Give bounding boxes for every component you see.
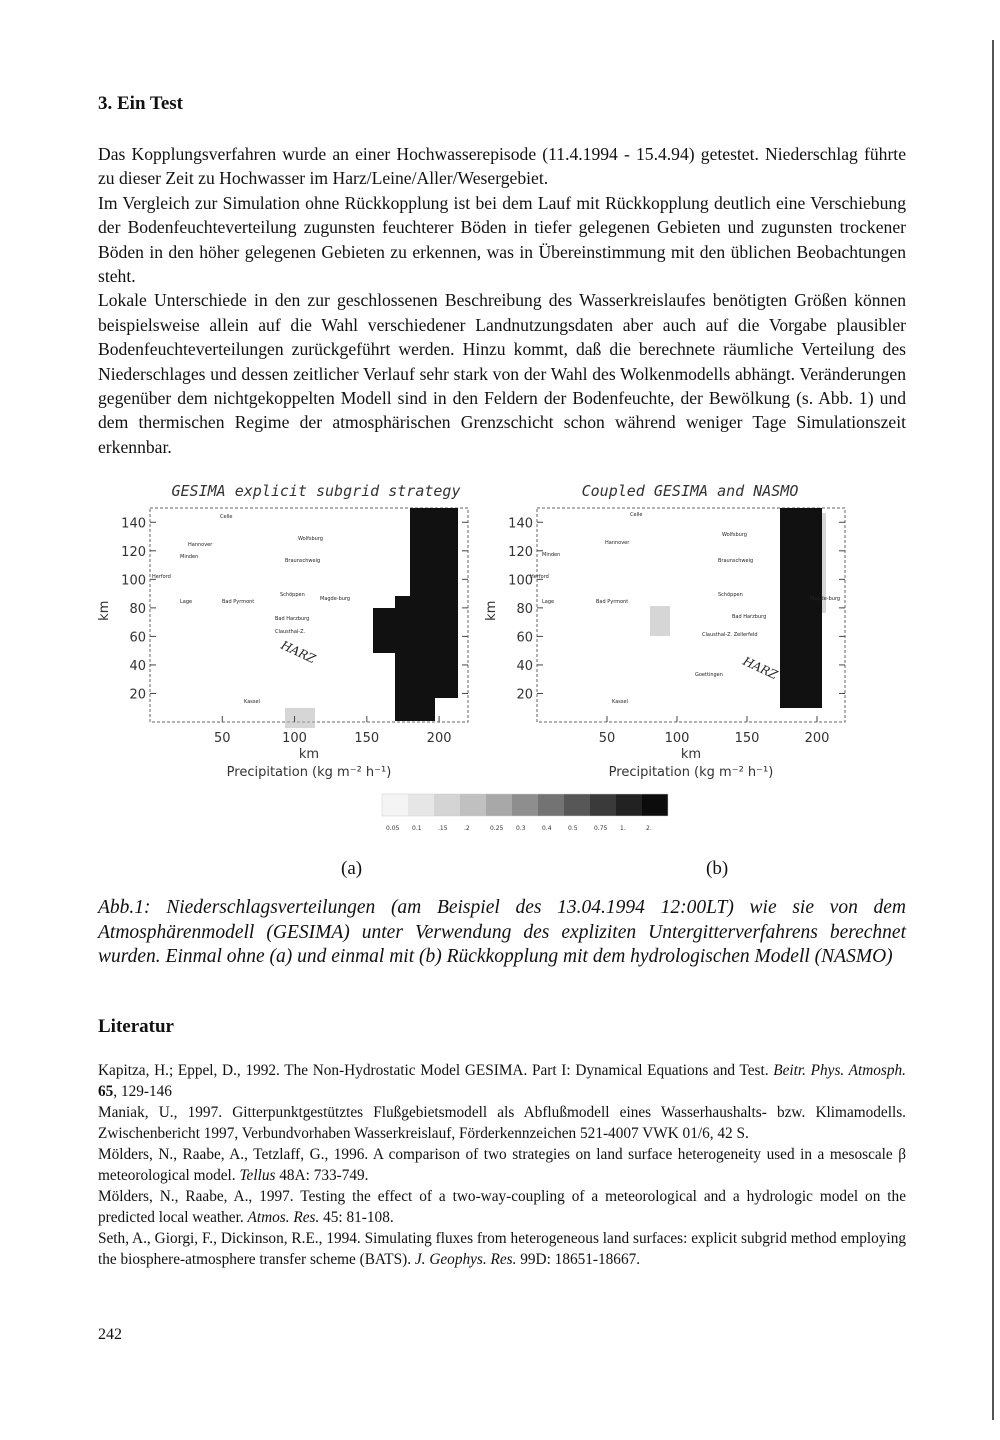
y-tick-label: 20	[129, 687, 146, 703]
y-tick-label: 100	[121, 573, 146, 589]
figure-caption: Abb.1: Niederschlagsverteilungen (am Beispiel des 13.04.1994 12:00LT) wie sie von dem Atmosphärenmodell (GESIMA) unter Verwendung des expliziten Untergitterverfahrens berechnet wurden. Einmal ohne (a) und einmal mit (b) Rückkopplung mit dem hydrologischen Modell (NASMO)	[98, 897, 906, 967]
place-label: Clausthal-Z. Zellerfeld	[702, 632, 758, 638]
colorbar-label: 0.1	[412, 825, 422, 832]
scan-edge	[992, 40, 994, 1420]
precipitation-colorbar	[380, 790, 690, 840]
y-tick-label: 80	[516, 601, 533, 617]
place-label: Herford	[152, 574, 171, 580]
y-tick-label: 80	[129, 601, 146, 617]
place-label: Bad Harzburg	[732, 614, 767, 620]
colorbar-label: 1.	[620, 825, 626, 832]
place-label: Wolfsburg	[722, 532, 747, 538]
precip-area-heavy	[780, 508, 822, 708]
colorbar-label: 0.3	[516, 825, 526, 832]
precip-area-heavy	[373, 608, 413, 653]
x-axis-label: Precipitation (kg m⁻² h⁻¹)	[608, 765, 774, 780]
y-tick-label: 120	[121, 544, 146, 560]
colorbar-label: 0.4	[542, 825, 552, 832]
x-tick-label: 200	[426, 731, 452, 746]
place-label: Clausthal-Z.	[275, 629, 306, 635]
place-label: Hannover	[605, 540, 630, 546]
page-number: 242	[98, 1326, 122, 1343]
place-label: Braunschweig	[285, 558, 321, 564]
colorbar-swatch	[434, 794, 460, 816]
y-tick-label: 40	[129, 658, 146, 674]
body-text	[98, 142, 906, 459]
paragraph-3: Lokale Unterschiede in den zur geschlossenen Beschreibung des Wasserkreislaufes benötigten Größen können beispielsweise allein auf die Wahl verschiedener Landnutzungsdaten aber auch auf die Vorgabe plausibler Bodenfeuchteverteilungen zurückgeführt werden. Hinzu kommt, daß die berechnete räumliche Verteilung des Niederschlages und dessen zeitlicher Verlauf sehr stark von der Wahl des Wolkenmodells abhängt. Veränderungen gegenüber dem nichtgekoppelten Modell sind in den Feldern der Bodenfeuchte, der Bewölkung (s. Abb. 1) und dem thermischen Regime der atmosphärischen Grenzschicht schon während weniger Tage Simulationszeit erkennbar.	[98, 290, 906, 457]
x-axis-unit: km	[680, 747, 702, 762]
y-tick-label: 140	[508, 516, 533, 532]
section-title: 3. Ein Test	[98, 93, 184, 114]
reference-item: Mölders, N., Raabe, A., Tetzlaff, G., 1996. A comparison of two strategies on land surface heterogeneity used in a mesoscale β meteorological model. Tellus 48A: 733-749.	[98, 1146, 906, 1184]
y-tick-label: 140	[121, 516, 146, 532]
x-tick-label: 200	[804, 731, 830, 746]
paragraph-2: Im Vergleich zur Simulation ohne Rückkopplung ist bei dem Lauf mit Rückkopplung deutlich eine Verschiebung der Bodenfeuchteverteilung zugunsten feuchterer Böden in tiefer gelegenen Gebieten und zugunsten trockener Böden in den höher gelegenen Gebieten zu erkennen, was in Übereinstimmung mit den üblichen Beobachtungen steht.	[98, 192, 906, 287]
colorbar-label: .2	[464, 825, 470, 832]
y-tick-label: 40	[516, 658, 533, 674]
precip-area-light	[285, 708, 315, 728]
paragraph-1: Das Kopplungsverfahren wurde an einer Hochwasserepisode (11.4.1994 - 15.4.94) getestet. Niederschlag führte zu dieser Zeit zu Hochwasser im Harz/Leine/Aller/Wesergebiet.	[98, 144, 906, 189]
place-label: Herford	[530, 574, 549, 580]
place-label: HARZ	[740, 654, 780, 683]
figure-a-title: GESIMA explicit subgrid strategy	[171, 482, 461, 500]
place-label: Magde-burg	[810, 596, 841, 602]
place-label: Schöppen	[718, 592, 743, 598]
place-label: Minden	[542, 552, 561, 558]
y-tick-label: 60	[516, 630, 533, 646]
colorbar-swatch	[642, 794, 668, 816]
figure-b-label: (b)	[706, 858, 729, 879]
y-axis-label: km	[484, 600, 499, 621]
place-label: Bad Pyrmont	[222, 599, 255, 605]
reference-item: Mölders, N., Raabe, A., 1997. Testing the effect of a two-way-coupling of a meteorological and a hydrologic model on the predicted local weather. Atmos. Res. 45: 81-108.	[98, 1188, 906, 1226]
colorbar-label: 2.	[646, 825, 652, 832]
colorbar-label: 0.25	[490, 825, 504, 832]
place-label: Lage	[542, 599, 555, 605]
place-label: Braunschweig	[718, 558, 754, 564]
x-tick-label: 50	[213, 731, 231, 746]
reference-item: Kapitza, H.; Eppel, D., 1992. The Non-Hydrostatic Model GESIMA. Part I: Dynamical Equations and Test. Beitr. Phys. Atmosph. 65, 129-146	[98, 1062, 906, 1100]
place-label: Magde-burg	[320, 596, 351, 602]
place-label: Goettingen	[695, 672, 723, 678]
place-label: Minden	[180, 554, 199, 560]
x-tick-label: 100	[282, 731, 307, 746]
x-axis-unit: km	[298, 747, 320, 762]
colorbar-label: 0.75	[594, 825, 608, 832]
colorbar-label: 0.05	[386, 825, 400, 832]
place-label: HARZ	[278, 638, 318, 667]
y-tick-label: 20	[516, 687, 533, 703]
x-tick-label: 150	[734, 731, 760, 746]
figure-b-title: Coupled GESIMA and NASMO	[581, 482, 799, 500]
place-label: Schöppen	[280, 592, 305, 598]
colorbar-swatch	[538, 794, 564, 816]
figure-b-precipitation-map	[480, 478, 900, 788]
y-axis-label: km	[97, 600, 112, 621]
place-label: Kassel	[612, 699, 628, 705]
place-label: Wolfsburg	[298, 536, 323, 542]
place-label: Bad Harzburg	[275, 616, 310, 622]
colorbar-swatch	[382, 794, 408, 816]
colorbar-label: .15	[438, 825, 448, 832]
colorbar-swatch	[408, 794, 434, 816]
y-tick-label: 120	[508, 544, 533, 560]
x-tick-label: 150	[354, 731, 380, 746]
colorbar-swatch	[616, 794, 642, 816]
colorbar-swatch	[512, 794, 538, 816]
reference-item: Maniak, U., 1997. Gitterpunktgestütztes Flußgebietsmodell als Abflußmodell eines Wasserhaushalts- bzw. Klimamodells. Zwischenbericht 1997, Verbundvorhaben Wasserkreislauf, Förderkennzeichen 521-4007 VWK 01/6, 42 S.	[98, 1104, 906, 1142]
colorbar-label: 0.5	[568, 825, 578, 832]
place-label: Kassel	[244, 699, 260, 705]
place-label: Hannover	[188, 542, 213, 548]
place-label: Celle	[220, 514, 233, 520]
place-label: Celle	[630, 512, 643, 518]
place-label: Bad Pyrmont	[596, 599, 629, 605]
x-tick-label: 50	[598, 731, 616, 746]
colorbar-swatch	[564, 794, 590, 816]
precip-area-light	[650, 606, 670, 636]
place-label: Lage	[180, 599, 193, 605]
literature-title: Literatur	[98, 1016, 174, 1037]
figure-a-label: (a)	[341, 858, 363, 879]
colorbar-swatch	[486, 794, 512, 816]
x-tick-label: 100	[664, 731, 690, 746]
figure-a-precipitation-map	[80, 478, 500, 788]
y-tick-label: 60	[129, 630, 146, 646]
y-tick-label: 100	[508, 573, 533, 589]
colorbar-swatch	[460, 794, 486, 816]
colorbar-swatch	[590, 794, 616, 816]
reference-item: Seth, A., Giorgi, F., Dickinson, R.E., 1994. Simulating fluxes from heterogeneous land surfaces: explicit subgrid method employing the biosphere-atmosphere transfer scheme (BATS). J. Geophys. Res. 99D: 18651-18667.	[98, 1230, 906, 1268]
x-axis-label: Precipitation (kg m⁻² h⁻¹)	[226, 765, 392, 780]
reference-list	[98, 1060, 906, 1270]
